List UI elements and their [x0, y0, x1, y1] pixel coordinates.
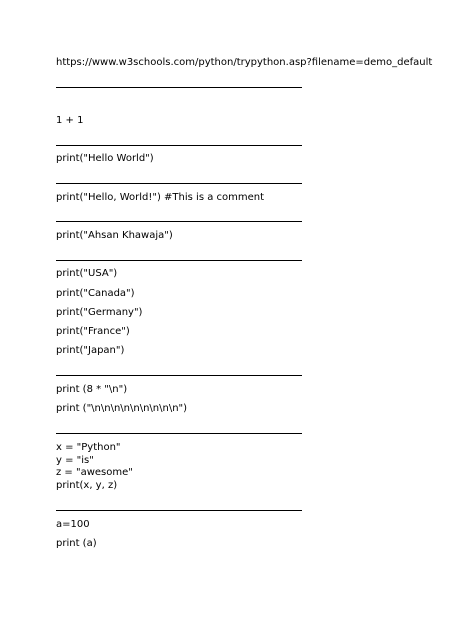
divider	[56, 260, 302, 261]
divider	[56, 221, 302, 222]
code-line: print(x, y, z)	[56, 480, 118, 491]
code-line: print ("\n\n\n\n\n\n\n\n\n")	[56, 403, 188, 414]
divider	[56, 183, 302, 184]
code-line: print("Hello, World!") #This is a comment	[56, 192, 265, 203]
code-line: print("Japan")	[56, 345, 125, 356]
code-line: y = "is"	[56, 455, 94, 466]
code-line: print("USA")	[56, 268, 118, 279]
code-line: print("Canada")	[56, 288, 135, 299]
divider	[56, 375, 302, 376]
code-line: print (a)	[56, 538, 97, 549]
source-url: https://www.w3schools.com/python/trypython.asp?filename=demo_default	[56, 57, 433, 68]
code-line: print("Ahsan Khawaja")	[56, 230, 173, 241]
code-line: x = "Python"	[56, 442, 121, 453]
code-line: a=100	[56, 519, 90, 530]
code-line: 1 + 1	[56, 115, 84, 126]
divider	[56, 510, 302, 511]
code-line: print("Germany")	[56, 307, 143, 318]
divider	[56, 433, 302, 434]
code-line: print("France")	[56, 326, 130, 337]
divider	[56, 145, 302, 146]
code-line: print("Hello World")	[56, 153, 154, 164]
divider	[56, 87, 302, 88]
code-line: print (8 * "\n")	[56, 384, 128, 395]
code-line: z = "awesome"	[56, 467, 133, 478]
